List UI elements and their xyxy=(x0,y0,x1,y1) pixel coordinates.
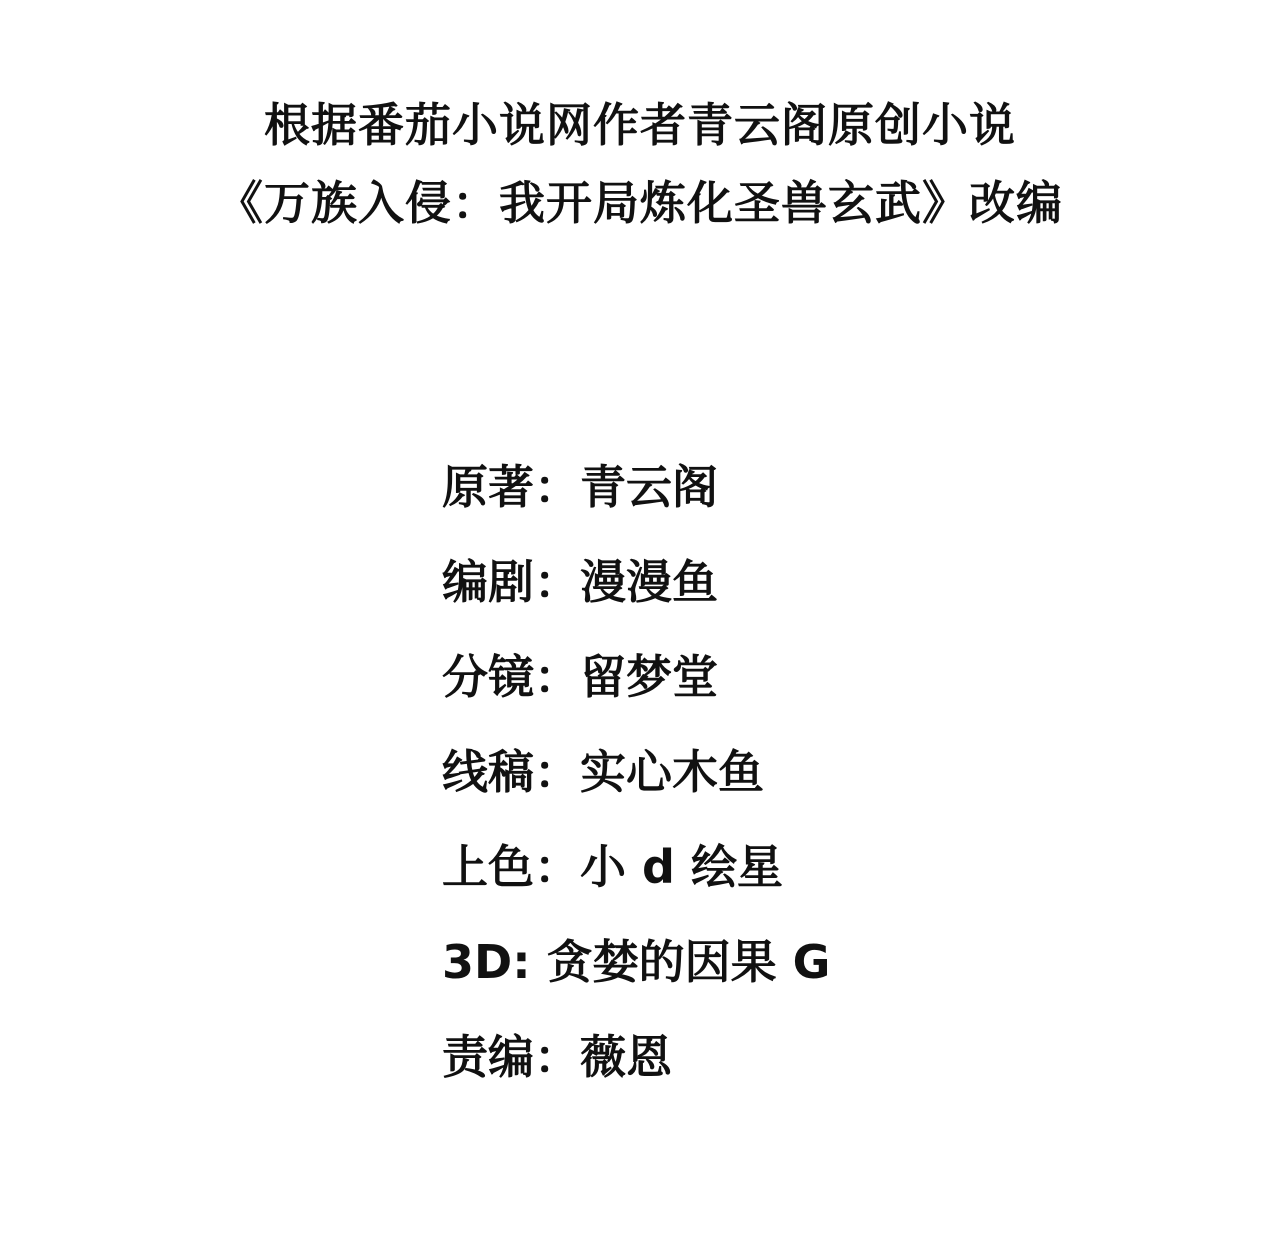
credit-original-author: 原著：青云阁 xyxy=(442,460,718,514)
attribution-line-1: 根据番茄小说网作者青云阁原创小说 xyxy=(264,98,1016,152)
attribution-line-2: 《万族入侵：我开局炼化圣兽玄武》改编 xyxy=(217,176,1063,230)
source-attribution-header xyxy=(0,0,1280,242)
credit-editor: 责编：薇恩 xyxy=(442,1030,672,1084)
credits-list xyxy=(0,440,1280,1105)
credit-line-art: 线稿：实心木鱼 xyxy=(442,745,764,799)
credit-color: 上色：小 d 绘星 xyxy=(442,840,783,894)
credit-3d: 3D: 贪婪的因果 G xyxy=(442,935,831,989)
credit-screenwriter: 编剧：漫漫鱼 xyxy=(442,555,718,609)
credit-storyboard: 分镜：留梦堂 xyxy=(442,650,718,704)
